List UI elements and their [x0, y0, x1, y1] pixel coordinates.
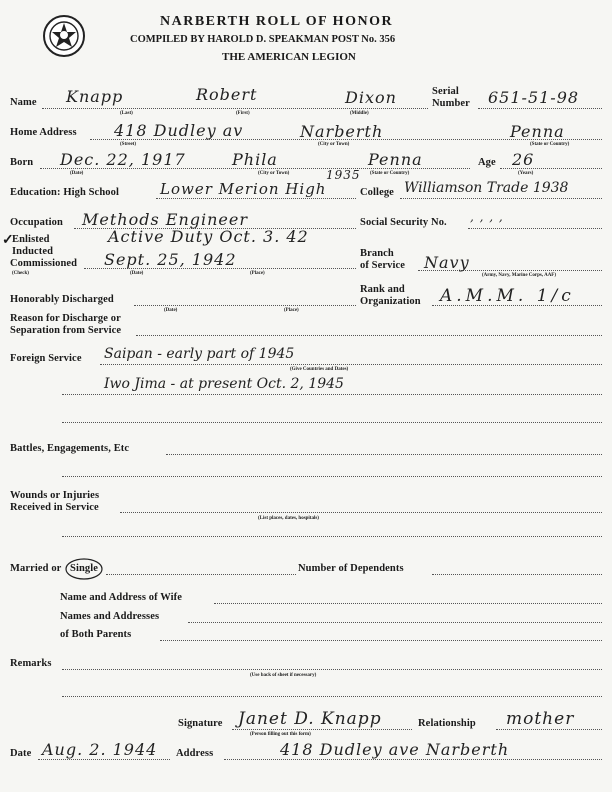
branch-label-1: Branch — [360, 248, 394, 259]
american-legion-emblem-icon — [42, 14, 86, 58]
occupation-value: Methods Engineer — [82, 210, 248, 229]
city-sublabel: (City or Town) — [318, 142, 350, 147]
college-value: Williamson Trade 1938 — [404, 180, 569, 196]
born-label: Born — [10, 157, 34, 168]
reason-label-2: Separation from Service — [10, 325, 122, 336]
serial-label-2: Number — [432, 98, 470, 109]
home-state-value: Penna — [510, 122, 565, 141]
street-sublabel: (Street) — [120, 142, 137, 147]
married-label: Married or — [10, 563, 62, 574]
first-name-value: Robert — [196, 85, 258, 104]
inducted-label: Inducted — [12, 246, 54, 257]
reason-label-1: Reason for Discharge or — [10, 313, 121, 324]
honorably-discharged-label: Honorably Discharged — [10, 294, 114, 305]
last-name-value: Knapp — [66, 87, 124, 106]
state2-sublabel: (State or Country) — [370, 171, 410, 176]
date-sublabel: (Date) — [70, 171, 84, 176]
signature-value: Janet D. Knapp — [238, 709, 382, 729]
enlisted-label: Enlisted — [12, 234, 50, 245]
born-state-value: Penna — [368, 150, 423, 169]
born-city-value: Phila — [232, 150, 278, 169]
countries-sublabel: (Give Countries and Dates) — [290, 367, 349, 372]
back-sublabel: (Use back of sheet if necessary) — [250, 673, 317, 678]
foreign-service-value-2: Iwo Jima - at present Oct. 2, 1945 — [104, 376, 344, 392]
high-school-value: Lower Merion High — [160, 180, 327, 198]
place-sublabel: (Place) — [250, 271, 265, 276]
remarks-label: Remarks — [10, 658, 52, 669]
date-value: Aug. 2. 1944 — [42, 740, 158, 759]
commissioned-value: Sept. 25, 1942 — [104, 250, 237, 269]
foreign-service-value-1: Saipan - early part of 1945 — [104, 346, 295, 362]
wife-label: Name and Address of Wife — [60, 592, 182, 603]
parents-label-1: Names and Addresses — [60, 611, 160, 622]
name-label: Name — [10, 97, 37, 108]
branch-options-sublabel: (Army, Navy, Marine Corps, AAF) — [482, 273, 557, 278]
date3-sublabel: (Date) — [164, 308, 178, 313]
college-label: College — [360, 187, 394, 198]
check-sublabel: (Check) — [12, 271, 29, 276]
occupation-label: Occupation — [10, 217, 63, 228]
single-option — [64, 557, 104, 581]
signer-sublabel: (Person filling out this form) — [250, 732, 311, 737]
signature-label: Signature — [178, 718, 223, 729]
age-value: 26 — [512, 150, 535, 169]
rank-label-1: Rank and — [360, 284, 405, 295]
enlisted-check-mark-icon: ✓ — [2, 233, 14, 248]
middle-name-value: Dixon — [345, 88, 397, 107]
wounds-label-2: Received in Service — [10, 502, 99, 513]
form-subtitle: COMPILED BY HAROLD D. SPEAKMAN POST No. 356 — [130, 34, 396, 45]
date2-sublabel: (Date) — [130, 271, 144, 276]
rank-value: A.M.M. 1/c — [440, 286, 575, 306]
high-school-year-value: 1935 — [326, 168, 361, 182]
commissioned-label: Commissioned — [10, 258, 78, 269]
place2-sublabel: (Place) — [284, 308, 299, 313]
age-label: Age — [478, 157, 496, 168]
rank-label-2: Organization — [360, 296, 421, 307]
city2-sublabel: (City or Town) — [258, 171, 290, 176]
form-title: NARBERTH ROLL OF HONOR — [160, 14, 394, 29]
date-label: Date — [10, 748, 32, 759]
serial-label-1: Serial — [432, 86, 459, 97]
years-sublabel: (Years) — [518, 171, 534, 176]
battles-label: Battles, Engagements, Etc — [10, 443, 130, 454]
state-sublabel: (State or Country) — [530, 142, 570, 147]
form-organization: THE AMERICAN LEGION — [222, 51, 356, 63]
hospitals-sublabel: (List places, dates, hospitals) — [258, 516, 319, 521]
home-address-label: Home Address — [10, 127, 77, 138]
education-label: Education: High School — [10, 187, 119, 198]
dependents-label: Number of Dependents — [298, 563, 404, 574]
wounds-label-1: Wounds or Injuries — [10, 490, 100, 501]
single-label: Single — [70, 563, 99, 574]
last-sublabel: (Last) — [120, 111, 133, 116]
address-label: Address — [176, 748, 214, 759]
foreign-service-label: Foreign Service — [10, 353, 82, 364]
relationship-label: Relationship — [418, 718, 476, 729]
address-value: 418 Dudley ave Narberth — [280, 740, 510, 759]
parents-label-2: of Both Parents — [60, 629, 132, 640]
relationship-value: mother — [506, 709, 575, 729]
branch-label-2: of Service — [360, 260, 406, 271]
ssn-value: , , , , — [470, 210, 504, 224]
ssn-label: Social Security No. — [360, 217, 447, 228]
serial-number-value: 651-51-98 — [488, 88, 580, 107]
first-sublabel: (First) — [236, 111, 250, 116]
middle-sublabel: (Middle) — [350, 111, 369, 116]
home-city-value: Narberth — [300, 122, 384, 141]
home-street-value: 418 Dudley av — [114, 121, 244, 140]
branch-value: Navy — [424, 253, 470, 272]
born-date-value: Dec. 22, 1917 — [60, 150, 186, 169]
enlisted-value: Active Duty Oct. 3. 42 — [108, 227, 309, 246]
